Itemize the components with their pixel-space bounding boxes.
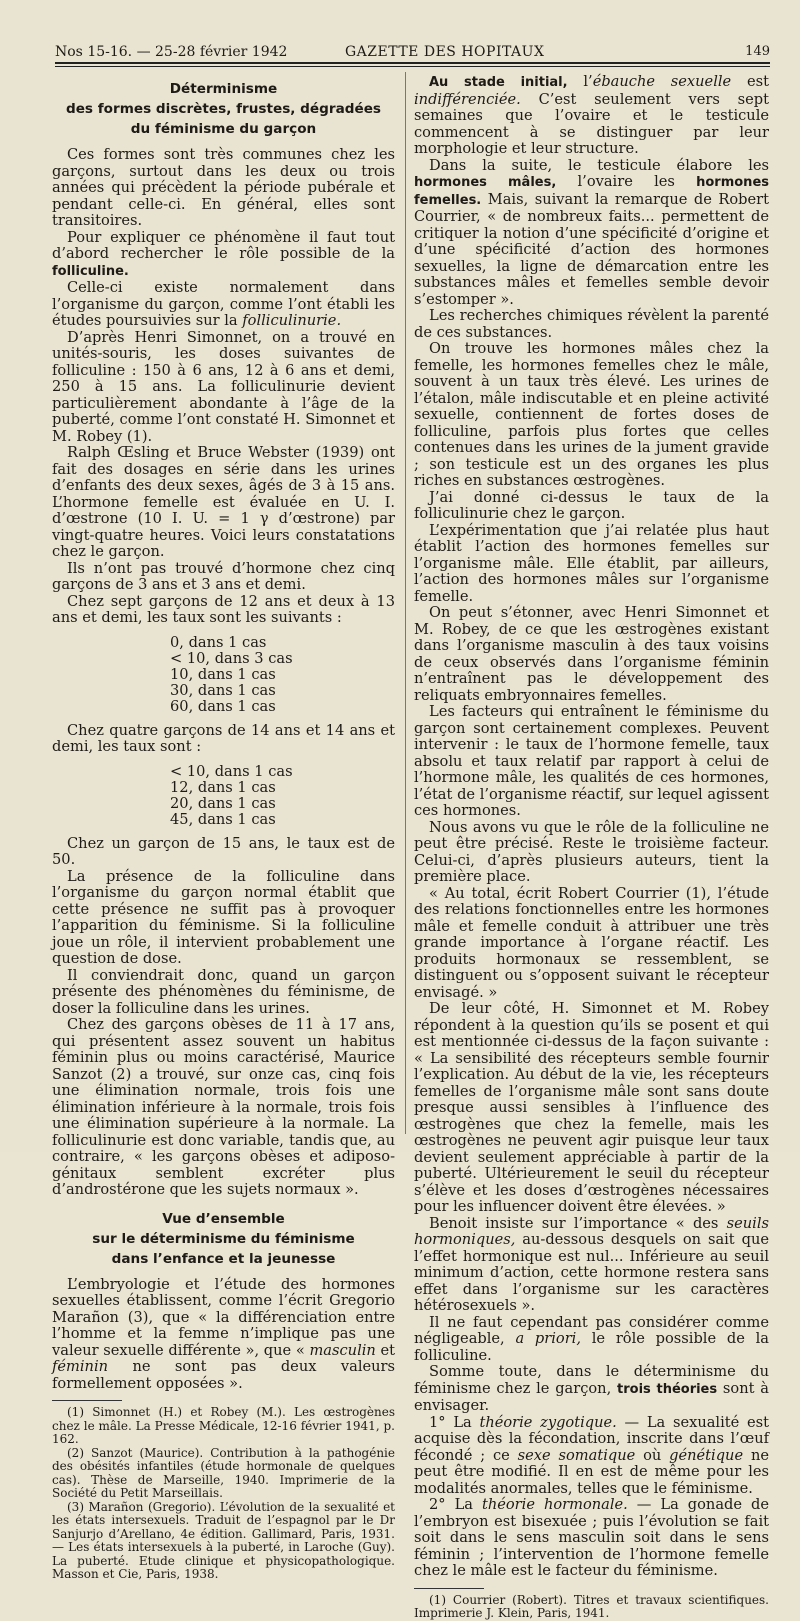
- list-item: 45, dans 1 cas: [170, 810, 276, 828]
- section-heading-2: [52, 1209, 395, 1269]
- list-item: 30, dans 1 cas: [170, 681, 276, 699]
- list-item: 20, dans 1 cas: [170, 794, 276, 812]
- footnote: (3) Marañon (Gregorio). L’évolution de la sexualité et les états intersexuels. Traduit de l’espagnol par le Dr Sanjurjo d’Arellano, 4e édition. Gallimard, Paris, 1931. — Les états intersexuels à la puberté, in Laroche (Guy). La puberté. Etude clinique et physicopathologique. Masson et Cie, Paris, 1938.: [52, 1499, 395, 1581]
- paragraph: Pour expliquer ce phénomène il faut tout d’abord rechercher le rôle possible de la folliculine.: [52, 228, 395, 279]
- heading-line: dans l’enfance et la jeunesse: [111, 1250, 336, 1267]
- paragraph: J’ai donné ci-dessus le taux de la folliculinurie chez le garçon.: [414, 488, 769, 522]
- issue-date: Nos 15-16. — 25-28 février 1942: [55, 44, 288, 60]
- list-item: 0, dans 1 cas: [170, 633, 267, 651]
- journal-title: GAZETTE DES HOPITAUX: [345, 44, 545, 60]
- list-item: < 10, dans 1 cas: [170, 762, 293, 780]
- left-column: [52, 74, 395, 1581]
- paragraph: De leur côté, H. Simonnet et M. Robey répondent à la question qu’ils se posent et qui est mentionnée ci-dessus de la façon suivante : « La sensibilité des récepteurs semble fournir l’explication. Au début de la vie, les récepteurs femelles de l’organisme mâle sont sans doute presque aussi sensibles à l’influence des œstrogènes que chez la femelle, mais les œstrogènes ne peuvent agir puisque leur taux devient seulement appréciable à partir de la puberté. Ultérieurement le seuil du récepteur s’élève et les doses d’œstrogènes nécessaires pour les influencer doivent être élevées. »: [414, 1000, 769, 1215]
- paragraph: Somme toute, dans le déterminisme du féminisme chez le garçon, trois théories sont à envisager.: [414, 1363, 769, 1414]
- paragraph: « Au total, écrit Robert Courrier (1), l’étude des relations fonctionnelles entre les hormones mâle et femelle conduit à attribuer une très grande importance à l’organe réactif. Les produits hormonaux se ressemblent, se distinguent ou s’opposent suivant le récepteur envisagé. »: [414, 884, 769, 1001]
- header-rule: [55, 62, 770, 64]
- footnote-rule: [414, 1588, 484, 1589]
- footnote: (1) Simonnet (H.) et Robey (M.). Les œstrogènes chez le mâle. La Presse Médicale, 12-16 février 1941, p. 162.: [52, 1405, 395, 1446]
- heading-line: sur le déterminisme du féminisme: [92, 1230, 355, 1247]
- running-header: [55, 44, 770, 64]
- paragraph: Chez quatre garçons de 14 ans et 14 ans et demi, les taux sont :: [52, 721, 395, 755]
- paragraph: La présence de la folliculine dans l’organisme du garçon normal établit que cette présence ne suffit pas à provoquer l’apparition du féminisme. Si la folliculine joue un rôle, il intervient probablement une question de dose.: [52, 867, 395, 967]
- paragraph: Chez des garçons obèses de 11 à 17 ans, qui présentent assez souvent un habitus féminin plus ou moins caractérisé, Maurice Sanzot (2) a trouvé, sur onze cas, cinq fois une élimination normale, trois fois une élimination inférieure à la normale, trois fois une élimination supérieure à la normale. La folliculinurie est donc variable, tandis que, au contraire, « les garçons obèses et adiposo-génitaux semblent excréter plus d’androstérone que les sujets normaux ».: [52, 1016, 395, 1198]
- paragraph: Nous avons vu que le rôle de la folliculine ne peut être précisé. Reste le troisième facteur. Celui-ci, d’après plusieurs auteurs, tient la première place.: [414, 818, 769, 885]
- paragraph: Chez un garçon de 15 ans, le taux est de 50.: [52, 834, 395, 868]
- dosage-list-2: [52, 764, 395, 828]
- paragraph: Dans la suite, le testicule élabore les hormones mâles, l’ovaire les hormones femelles. Mais, suivant la remarque de Robert Courrier, « de nombreux faits... permettent de critiquer la notion d’une spécificité d’origine et d’une spécificité d’action des hormones sexuelles, la ligne de démarcation entre les substances mâles et femelles semble devoir s’estomper ».: [414, 156, 769, 308]
- paragraph: Les recherches chimiques révèlent la parenté de ces substances.: [414, 307, 769, 341]
- paragraph: Il conviendrait donc, quand un garçon présente des phénomènes du féminisme, de doser la folliculine dans les urines.: [52, 966, 395, 1017]
- paragraph: On peut s’étonner, avec Henri Simonnet et M. Robey, de ce que les œstrogènes existant dans l’organisme masculin à des taux voisins de ceux observés dans l’organisme féminin n’entraînent pas le développement des reliquats embryonnaires femelles.: [414, 604, 769, 704]
- header-rule-thin: [55, 66, 770, 67]
- paragraph: Ces formes sont très communes chez les garçons, surtout dans les deux ou trois années qui précèdent la période pubérale et pendant celle-ci. En général, elles sont transitoires.: [52, 146, 395, 229]
- footnote: (1) Courrier (Robert). Titres et travaux scientifiques. Imprimerie J. Klein, Paris, 1941.: [414, 1592, 769, 1620]
- page-number: 149: [745, 44, 770, 59]
- heading-line: Déterminisme: [169, 81, 278, 97]
- paragraph: D’après Henri Simonnet, on a trouvé en unités-souris, les doses suivantes de folliculine : 150 à 6 ans, 12 à 6 ans et demi, 250 à 15 ans. La folliculinurie devient particulièrement abondante à l’âge de la puberté, comme l’ont constaté H. Simonnet et M. Robey (1).: [52, 328, 395, 445]
- paragraph: Au stade initial, l’ébauche sexuelle est indifférenciée. C’est seulement vers sept semaines que l’ovaire et le testicule commencent à se distinguer par leur morphologie et leur structure.: [414, 73, 769, 157]
- list-item: < 10, dans 3 cas: [170, 649, 293, 667]
- footnote-rule: [52, 1400, 122, 1401]
- paragraph: Ralph Œsling et Bruce Webster (1939) ont fait des dosages en série dans les urines d’enfants des deux sexes, âgés de 3 à 15 ans. L’hormone femelle est évaluée en U. I. d’œstrone (10 I. U. = 1 γ d’œstrone) par vingt-quatre heures. Voici leurs constatations chez le garçon.: [52, 444, 395, 560]
- list-item: 10, dans 1 cas: [170, 665, 276, 683]
- paragraph: Il ne faut cependant pas considérer comme négligeable, a priori, le rôle possible de la folliculine.: [414, 1313, 769, 1364]
- paragraph: Benoit insiste sur l’importance « des seuils hormoniques, au-dessous desquels on sait que l’effet hormonique est nul... Inférieure au seuil minimum d’action, cette hormone restera sans effet dans l’organisme sur les caractères hétérosexuels ».: [414, 1214, 769, 1314]
- heading-line: du féminisme du garçon: [130, 121, 317, 137]
- dosage-list-1: [52, 635, 395, 715]
- paragraph: L’expérimentation que j’ai relatée plus haut établit l’action des hormones femelles sur l’organisme mâle. Elle établit, par ailleurs, l’action des hormones mâles sur l’organisme femelle.: [414, 521, 769, 605]
- paragraph: On trouve les hormones mâles chez la femelle, les hormones femelles chez le mâle, souvent à un taux très élevé. Les urines de l’étalon, mâle indiscutable et en pleine activité sexuelle, contiennent de fortes doses de folliculine, parfois plus fortes que celles contenues dans les urines de la jument gravide ; son testicule est un des organes les plus riches en substances œstrogènes.: [414, 340, 769, 489]
- paragraph: 2° La théorie hormonale. — La gonade de l’embryon est bisexuée ; puis l’évolution se fait soit dans le sens masculin soit dans le sens féminin ; l’intervention de l’hormone femelle chez le mâle est le facteur du féminisme.: [414, 1496, 769, 1579]
- paragraph: Celle-ci existe normalement dans l’organisme du garçon, comme l’ont établi les études poursuivies sur la folliculinurie.: [52, 279, 395, 329]
- paragraph: Chez sept garçons de 12 ans et deux à 13 ans et demi, les taux sont les suivants :: [52, 592, 395, 626]
- paragraph: Ils n’ont pas trouvé d’hormone chez cinq garçons de 3 ans et 3 ans et demi.: [52, 559, 395, 593]
- paragraph: 1° La théorie zygotique. — La sexualité est acquise dès la fécondation, inscrite dans l’œuf fécondé ; ce sexe somatique où génétique ne peut être modifié. Il en est de même pour les modalités anormales, telles que le féminisme.: [414, 1413, 769, 1497]
- heading-line: Vue d’ensemble: [162, 1210, 285, 1227]
- column-divider: [405, 72, 406, 1134]
- list-item: 60, dans 1 cas: [170, 697, 276, 715]
- heading-line: des formes discrètes, frustes, dégradées: [65, 101, 382, 117]
- paragraph: L’embryologie et l’étude des hormones sexuelles établissent, comme l’écrit Gregorio Marañon (3), que « la différenciation entre l’homme et la femme n’implique pas une valeur sexuelle différente », que « masculin et féminin ne sont pas deux valeurs formellement opposées ».: [52, 1275, 395, 1392]
- list-item: 12, dans 1 cas: [170, 778, 276, 796]
- footnote: (2) Sanzot (Maurice). Contribution à la pathogénie des obésités infantiles (étude hormonale de quelques cas). Thèse de Marseille, 1940. Imprimerie de la Société du Petit Marseillais.: [52, 1445, 395, 1500]
- right-column: [414, 73, 769, 1620]
- section-heading-1: [52, 79, 395, 139]
- paragraph: Les facteurs qui entraînent le féminisme du garçon sont certainement complexes. Peuvent intervenir : le taux de l’hormone femelle, taux absolu et taux relatif par rapport à celui de l’hormone mâle, les qualités de ces hormones, l’état de l’organisme réactif, sur lequel agissent ces hormones.: [414, 703, 769, 819]
